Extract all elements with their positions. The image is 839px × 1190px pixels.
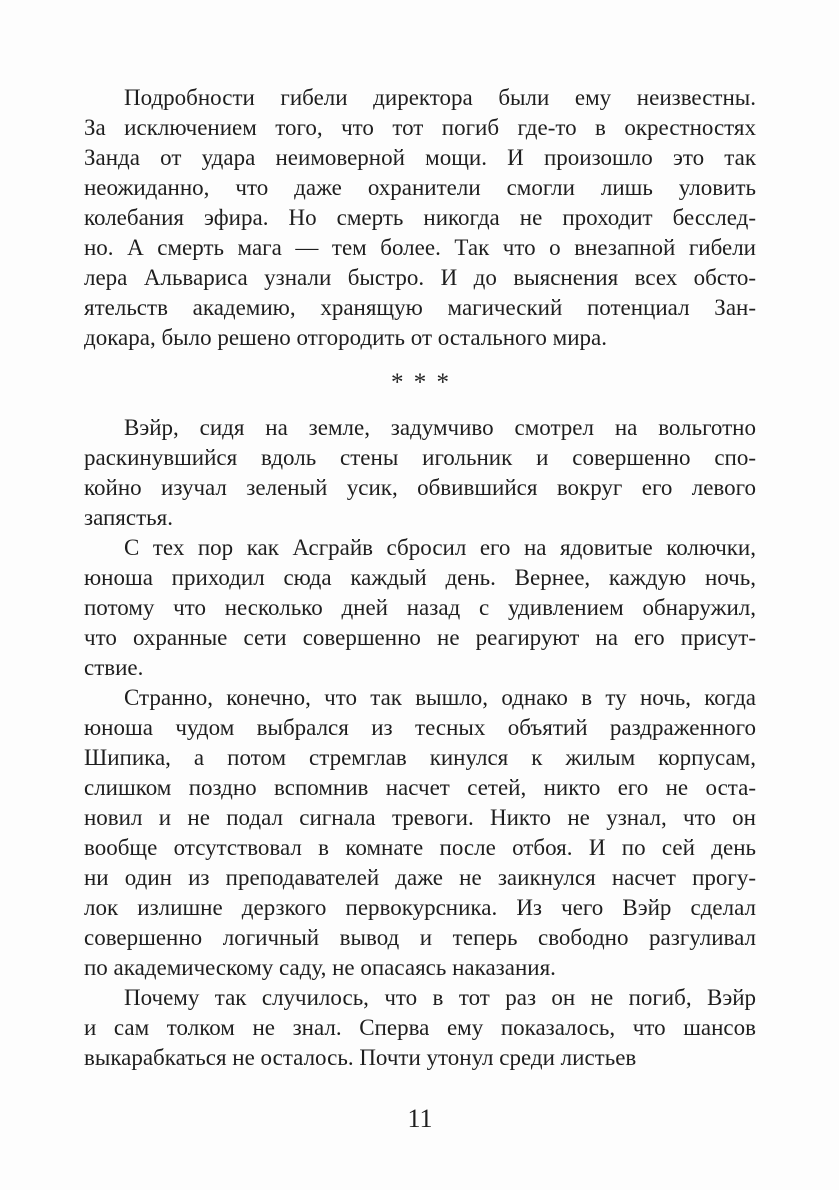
paragraph <box>84 983 756 1073</box>
text-line: ствие. <box>84 655 144 680</box>
text-line: лера Альвариса узнали быстро. И до выяснения всех обсто- <box>84 265 756 290</box>
text-line: выкарабкаться не осталось. Почти утонул среди листьев <box>84 1045 637 1070</box>
text-line: Занда от удара неимоверной мощи. И произошло это так <box>84 145 756 170</box>
text-line: Подробности гибели директора были ему неизвестны. <box>124 85 756 110</box>
text-line: койно изучал зеленый усик, обвившийся вокруг его левого <box>84 475 756 500</box>
text-line: Странно, конечно, что так вышло, однако в ту ночь, когда <box>124 685 756 710</box>
text-line: неожиданно, что даже охранители смогли лишь уловить <box>84 175 756 200</box>
paragraph <box>84 533 756 683</box>
text-line: юноша приходил сюда каждый день. Вернее, каждую ночь, <box>84 565 756 590</box>
page-number: 11 <box>407 1104 433 1133</box>
text-line: слишком поздно вспомнив насчет сетей, никто его не оста- <box>84 775 756 800</box>
text-line: по академическому саду, не опасаясь наказания. <box>84 955 556 980</box>
text-line: С тех пор как Асграйв сбросил его на ядовитые колючки, <box>124 535 756 560</box>
text-line: новил и не подал сигнала тревоги. Никто не узнал, что он <box>84 805 756 830</box>
text-line: запястья. <box>84 505 173 530</box>
paragraph <box>84 83 756 353</box>
text-line: совершенно логичный вывод и теперь свободно разгуливал <box>84 925 756 950</box>
text-block <box>84 83 756 1073</box>
text-line: ятельств академию, хранящую магический потенциал Зан- <box>84 295 756 320</box>
scene-separator: * * * <box>391 369 451 396</box>
text-line: докара, было решено отгородить от остального мира. <box>84 325 607 350</box>
text-line: но. А смерть мага — тем более. Так что о внезапной гибели <box>84 235 756 260</box>
text-line: лок излишне дерзкого первокурсника. Из чего Вэйр сделал <box>84 895 756 920</box>
text-line: юноша чудом выбрался из тесных объятий раздраженного <box>84 715 756 740</box>
paragraph <box>84 413 756 533</box>
text-line: что охранные сети совершенно не реагируют на его присут- <box>84 625 756 650</box>
text-line: Вэйр, сидя на земле, задумчиво смотрел на вольготно <box>124 415 756 440</box>
text-line: и сам толком не знал. Сперва ему показалось, что шансов <box>84 1015 756 1040</box>
paragraph <box>84 683 756 983</box>
text-line: Шипика, а потом стремглав кинулся к жилым корпусам, <box>84 745 756 770</box>
text-line: За исключением того, что тот погиб где-то в окрестностях <box>84 115 756 140</box>
text-line: вообще отсутствовал в комнате после отбоя. И по сей день <box>84 835 756 860</box>
text-line: потому что несколько дней назад с удивлением обнаружил, <box>84 595 756 620</box>
text-line: ни один из преподавателей даже не заикнулся насчет прогу- <box>84 865 756 890</box>
text-line: колебания эфира. Но смерть никогда не проходит бесслед- <box>84 205 756 230</box>
text-line: раскинувшийся вдоль стены игольник и совершенно спо- <box>84 445 756 470</box>
text-line: Почему так случилось, что в тот раз он не погиб, Вэйр <box>124 985 756 1010</box>
